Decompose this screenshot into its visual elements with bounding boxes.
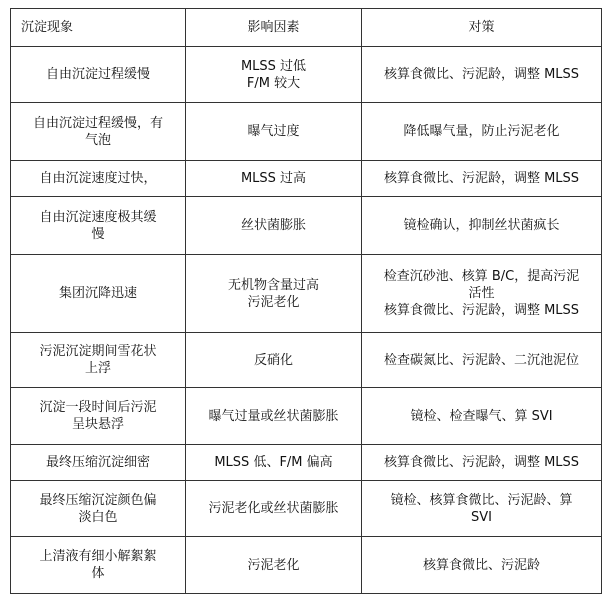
- measure-cell: [362, 47, 602, 103]
- header-factor: 影响因素: [186, 9, 362, 47]
- measure-text: 核算食微比、污泥龄，调整 MLSS: [383, 303, 580, 318]
- table-row: [11, 537, 602, 594]
- measure-text: 核算食微比、污泥龄，调整 MLSS: [383, 171, 580, 186]
- table-row: [11, 103, 602, 161]
- factor-text: MLSS 低、F/M 偏高: [214, 455, 333, 470]
- header-phenomenon: 沉淀现象: [11, 9, 186, 47]
- factor-cell: [186, 47, 362, 103]
- measure-cell: [362, 197, 602, 255]
- phenomenon-text: 自由沉淀过程缓慢，有: [32, 115, 163, 131]
- phenomenon-cell: [11, 445, 186, 481]
- phenomenon-cell: [11, 481, 186, 537]
- factor-cell: [186, 481, 362, 537]
- phenomenon-text: 呈块悬浮: [71, 417, 124, 432]
- factor-cell: [186, 255, 362, 333]
- factor-cell: [186, 537, 362, 594]
- factor-cell: [186, 388, 362, 445]
- table-row: [11, 47, 602, 103]
- measure-text: 核算食微比、污泥龄，调整 MLSS: [383, 67, 580, 82]
- table-row: [11, 481, 602, 537]
- factor-text: 污泥老化或丝状菌膨胀: [208, 501, 339, 516]
- phenomenon-cell: [11, 161, 186, 197]
- phenomenon-text: 慢: [91, 226, 105, 242]
- phenomenon-text: 沉淀一段时间后污泥: [39, 400, 157, 415]
- measure-cell: [362, 255, 602, 333]
- phenomenon-text: 自由沉淀过程缓慢: [45, 67, 150, 82]
- phenomenon-text: 上浮: [84, 361, 111, 376]
- measure-cell: [362, 537, 602, 594]
- settling-phenomena-table: [10, 8, 602, 594]
- factor-cell: [186, 445, 362, 481]
- phenomenon-cell: [11, 537, 186, 594]
- measure-text: 检查沉砂池、核算 B/C，提高污泥: [383, 269, 580, 284]
- factor-cell: [186, 333, 362, 388]
- phenomenon-text: 最终压缩沉淀细密: [45, 455, 150, 470]
- measure-cell: [362, 445, 602, 481]
- measure-text: SVI: [471, 509, 492, 525]
- measure-cell: [362, 161, 602, 197]
- phenomenon-text: 集团沉降迅速: [58, 286, 137, 301]
- header-measure: 对策: [362, 9, 602, 47]
- phenomenon-cell: [11, 388, 186, 445]
- table-row: [11, 161, 602, 197]
- table-row: [11, 445, 602, 481]
- measure-text: 镜检、核算食微比、污泥龄、算: [390, 492, 573, 508]
- factor-text: 反硝化: [253, 352, 293, 368]
- table-row: [11, 255, 602, 333]
- measure-text: 核算食微比、污泥龄，调整 MLSS: [383, 455, 580, 470]
- phenomenon-text: 气泡: [84, 132, 111, 148]
- measure-text: 镜检、检查曝气、算 SVI: [410, 408, 553, 424]
- phenomenon-cell: [11, 333, 186, 388]
- factor-text: 曝气过度: [247, 124, 300, 139]
- factor-text: 无机物含量过高: [227, 277, 319, 293]
- factor-text: MLSS 过低: [240, 58, 307, 74]
- measure-cell: [362, 388, 602, 445]
- factor-text: MLSS 过高: [240, 171, 307, 186]
- phenomenon-text: 淡白色: [78, 509, 118, 525]
- measure-text: 降低曝气量，防止污泥老化: [403, 124, 560, 139]
- factor-cell: [186, 197, 362, 255]
- phenomenon-cell: [11, 103, 186, 161]
- measure-cell: [362, 481, 602, 537]
- factor-text: F/M 较大: [246, 75, 301, 91]
- phenomenon-cell: [11, 47, 186, 103]
- header-row: [11, 9, 602, 47]
- phenomenon-text: 最终压缩沉淀颜色偏: [39, 492, 157, 508]
- measure-text: 核算食微比、污泥龄: [422, 557, 540, 573]
- factor-text: 曝气过量或丝状菌膨胀: [208, 408, 339, 424]
- factor-text: 丝状菌膨胀: [240, 218, 306, 233]
- measure-text: 检查碳氮比、污泥龄、二沉池泥位: [383, 352, 579, 368]
- factor-text: 污泥老化: [247, 557, 300, 573]
- measure-cell: [362, 103, 602, 161]
- document-page: [10, 8, 602, 594]
- factor-cell: [186, 161, 362, 197]
- table-row: [11, 197, 602, 255]
- phenomenon-text: 自由沉淀速度极其缓: [39, 209, 157, 225]
- measure-text: 镜检确认，抑制丝状菌疯长: [403, 218, 560, 233]
- measure-cell: [362, 333, 602, 388]
- factor-cell: [186, 103, 362, 161]
- phenomenon-text: 体: [91, 566, 105, 581]
- table-row: [11, 388, 602, 445]
- phenomenon-text: 上清液有细小解絮絮: [39, 549, 157, 564]
- table-row: [11, 333, 602, 388]
- factor-text: 污泥老化: [247, 294, 300, 310]
- phenomenon-text: 污泥沉淀期间雪花状: [39, 344, 157, 359]
- phenomenon-text: 自由沉淀速度过快，: [39, 171, 157, 186]
- phenomenon-cell: [11, 197, 186, 255]
- phenomenon-cell: [11, 255, 186, 333]
- measure-text: 活性: [468, 286, 495, 301]
